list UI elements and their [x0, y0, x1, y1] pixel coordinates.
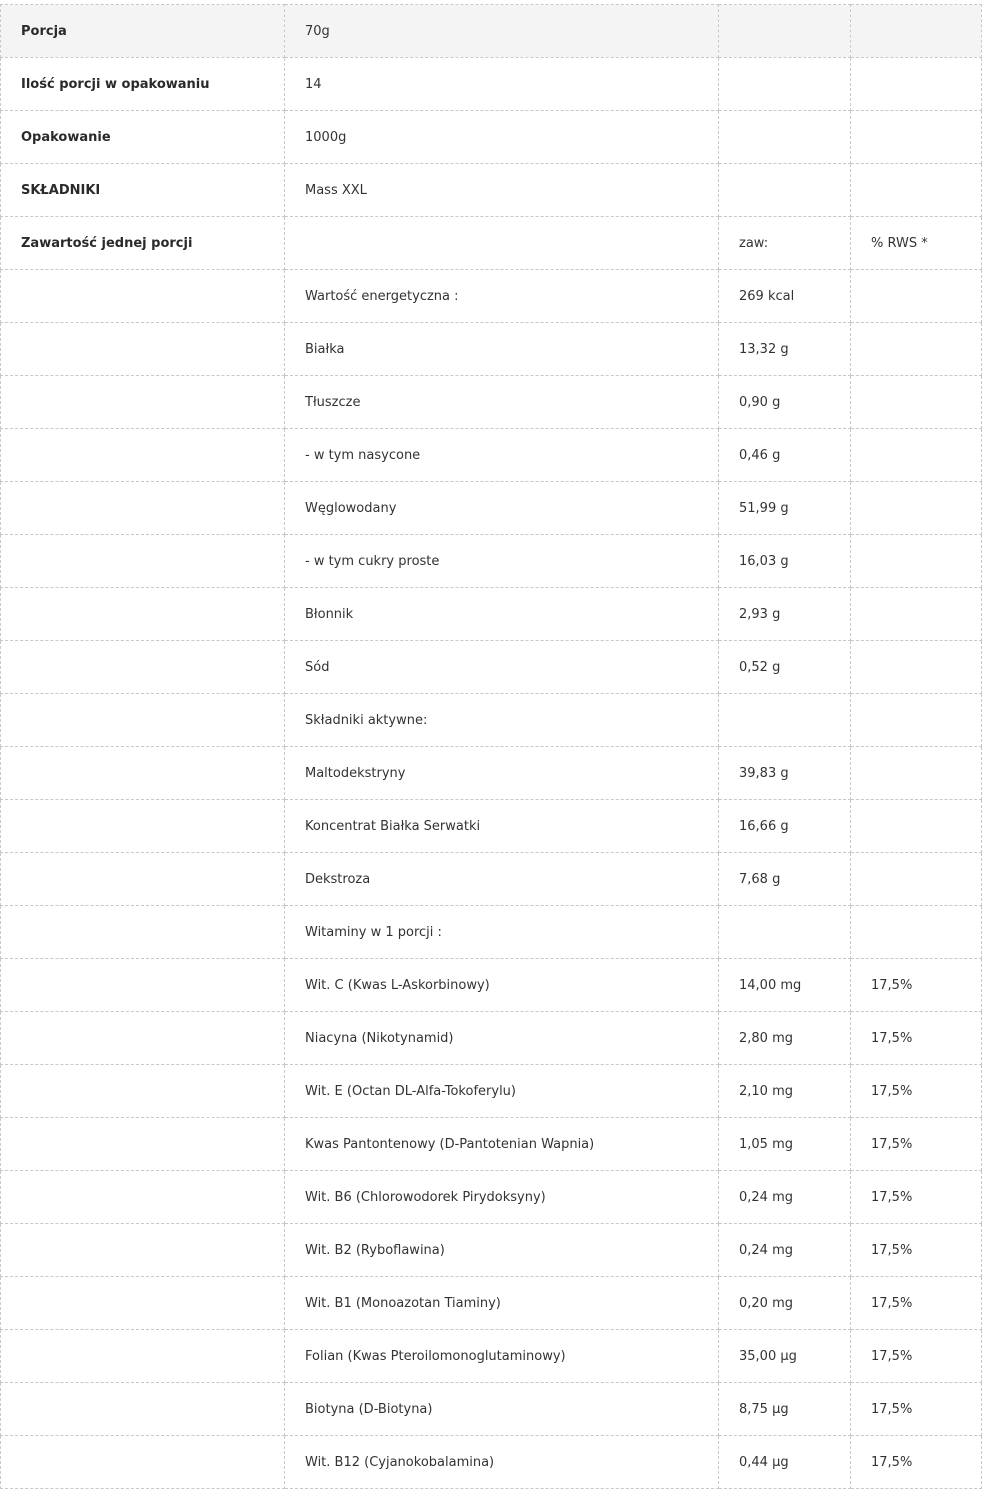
table-row	[1, 1224, 982, 1277]
row-amount: 14,00 mg	[719, 959, 851, 1012]
row-item: 1000g	[285, 111, 719, 164]
row-item: Dekstroza	[285, 853, 719, 906]
table-row	[1, 641, 982, 694]
row-item: Witaminy w 1 porcji :	[285, 906, 719, 959]
row-item: Tłuszcze	[285, 376, 719, 429]
row-amount	[719, 164, 851, 217]
row-item: Wit. B12 (Cyjanokobalamina)	[285, 1436, 719, 1489]
row-amount: 16,03 g	[719, 535, 851, 588]
row-label	[1, 1383, 285, 1436]
row-label	[1, 1277, 285, 1330]
row-amount: 2,10 mg	[719, 1065, 851, 1118]
row-amount: 2,93 g	[719, 588, 851, 641]
row-amount: 39,83 g	[719, 747, 851, 800]
row-rws: 17,5%	[851, 1383, 982, 1436]
row-item: Błonnik	[285, 588, 719, 641]
row-label	[1, 1436, 285, 1489]
row-label	[1, 482, 285, 535]
row-item: Niacyna (Nikotynamid)	[285, 1012, 719, 1065]
row-label	[1, 853, 285, 906]
table-row	[1, 1330, 982, 1383]
row-label: Zawartość jednej porcji	[1, 217, 285, 270]
row-rws: % RWS *	[851, 217, 982, 270]
table-row	[1, 535, 982, 588]
table-row	[1, 5, 982, 58]
row-item	[285, 217, 719, 270]
row-rws	[851, 429, 982, 482]
row-item: - w tym cukry proste	[285, 535, 719, 588]
row-item: Składniki aktywne:	[285, 694, 719, 747]
row-rws	[851, 641, 982, 694]
row-label	[1, 535, 285, 588]
row-amount: 35,00 µg	[719, 1330, 851, 1383]
table-row	[1, 747, 982, 800]
row-amount: zaw:	[719, 217, 851, 270]
row-rws: 17,5%	[851, 1330, 982, 1383]
row-amount: 16,66 g	[719, 800, 851, 853]
row-item: Sód	[285, 641, 719, 694]
table-row	[1, 1065, 982, 1118]
row-rws: 17,5%	[851, 1277, 982, 1330]
table-row	[1, 694, 982, 747]
row-rws: 17,5%	[851, 1171, 982, 1224]
table-row	[1, 1436, 982, 1489]
row-label: SKŁADNIKI	[1, 164, 285, 217]
table-row	[1, 323, 982, 376]
row-rws	[851, 164, 982, 217]
table-row	[1, 270, 982, 323]
row-label	[1, 641, 285, 694]
row-amount: 0,20 mg	[719, 1277, 851, 1330]
row-amount: 0,52 g	[719, 641, 851, 694]
row-rws	[851, 800, 982, 853]
row-label	[1, 959, 285, 1012]
row-label	[1, 1171, 285, 1224]
row-amount: 0,24 mg	[719, 1171, 851, 1224]
row-amount	[719, 5, 851, 58]
row-item: Wit. B6 (Chlorowodorek Pirydoksyny)	[285, 1171, 719, 1224]
row-rws: 17,5%	[851, 1012, 982, 1065]
table-row	[1, 853, 982, 906]
row-amount: 1,05 mg	[719, 1118, 851, 1171]
row-item: 14	[285, 58, 719, 111]
row-label	[1, 588, 285, 641]
table-row	[1, 58, 982, 111]
row-label	[1, 1224, 285, 1277]
row-amount: 269 kcal	[719, 270, 851, 323]
row-item: Kwas Pantontenowy (D-Pantotenian Wapnia)	[285, 1118, 719, 1171]
table-row	[1, 217, 982, 270]
table-row	[1, 1171, 982, 1224]
table-row	[1, 800, 982, 853]
row-item: 70g	[285, 5, 719, 58]
row-rws	[851, 5, 982, 58]
row-amount	[719, 906, 851, 959]
row-rws	[851, 482, 982, 535]
row-amount: 7,68 g	[719, 853, 851, 906]
row-amount: 0,24 mg	[719, 1224, 851, 1277]
row-label	[1, 747, 285, 800]
row-label	[1, 429, 285, 482]
row-item: Wit. E (Octan DL-Alfa-Tokoferylu)	[285, 1065, 719, 1118]
row-item: Białka	[285, 323, 719, 376]
row-item: Wit. C (Kwas L-Askorbinowy)	[285, 959, 719, 1012]
row-label	[1, 1012, 285, 1065]
row-amount	[719, 111, 851, 164]
row-label: Porcja	[1, 5, 285, 58]
row-label: Opakowanie	[1, 111, 285, 164]
row-amount: 51,99 g	[719, 482, 851, 535]
row-rws: 17,5%	[851, 959, 982, 1012]
table-row	[1, 906, 982, 959]
table-row	[1, 376, 982, 429]
row-item: Biotyna (D-Biotyna)	[285, 1383, 719, 1436]
row-rws	[851, 323, 982, 376]
table-row	[1, 1118, 982, 1171]
row-amount: 8,75 µg	[719, 1383, 851, 1436]
row-rws: 17,5%	[851, 1224, 982, 1277]
row-label	[1, 323, 285, 376]
table-row	[1, 1277, 982, 1330]
row-amount: 0,90 g	[719, 376, 851, 429]
table-row	[1, 111, 982, 164]
table-row	[1, 429, 982, 482]
row-amount	[719, 58, 851, 111]
row-rws	[851, 111, 982, 164]
row-item: Wartość energetyczna :	[285, 270, 719, 323]
table-row	[1, 959, 982, 1012]
row-rws	[851, 535, 982, 588]
row-item: Folian (Kwas Pteroilomonoglutaminowy)	[285, 1330, 719, 1383]
row-label	[1, 694, 285, 747]
row-rws	[851, 694, 982, 747]
row-item: Wit. B1 (Monoazotan Tiaminy)	[285, 1277, 719, 1330]
row-amount: 13,32 g	[719, 323, 851, 376]
table-row	[1, 164, 982, 217]
row-label	[1, 1118, 285, 1171]
row-item: Mass XXL	[285, 164, 719, 217]
row-rws	[851, 58, 982, 111]
row-rws	[851, 270, 982, 323]
row-rws: 17,5%	[851, 1118, 982, 1171]
row-rws: 17,5%	[851, 1065, 982, 1118]
row-item: Węglowodany	[285, 482, 719, 535]
table-row	[1, 588, 982, 641]
row-label	[1, 1330, 285, 1383]
table-row	[1, 1383, 982, 1436]
row-amount	[719, 694, 851, 747]
row-rws	[851, 588, 982, 641]
row-amount: 0,46 g	[719, 429, 851, 482]
row-label: Ilość porcji w opakowaniu	[1, 58, 285, 111]
row-amount: 2,80 mg	[719, 1012, 851, 1065]
row-rws	[851, 376, 982, 429]
row-item: Koncentrat Białka Serwatki	[285, 800, 719, 853]
table-row	[1, 1012, 982, 1065]
row-label	[1, 906, 285, 959]
row-rws: 17,5%	[851, 1436, 982, 1489]
row-label	[1, 270, 285, 323]
nutrition-table	[0, 4, 982, 1489]
row-item: - w tym nasycone	[285, 429, 719, 482]
row-label	[1, 1065, 285, 1118]
row-rws	[851, 853, 982, 906]
row-amount: 0,44 µg	[719, 1436, 851, 1489]
row-item: Maltodekstryny	[285, 747, 719, 800]
table-row	[1, 482, 982, 535]
row-label	[1, 800, 285, 853]
row-label	[1, 376, 285, 429]
nutrition-table-body	[1, 5, 982, 1489]
row-rws	[851, 747, 982, 800]
row-rws	[851, 906, 982, 959]
row-item: Wit. B2 (Ryboflawina)	[285, 1224, 719, 1277]
